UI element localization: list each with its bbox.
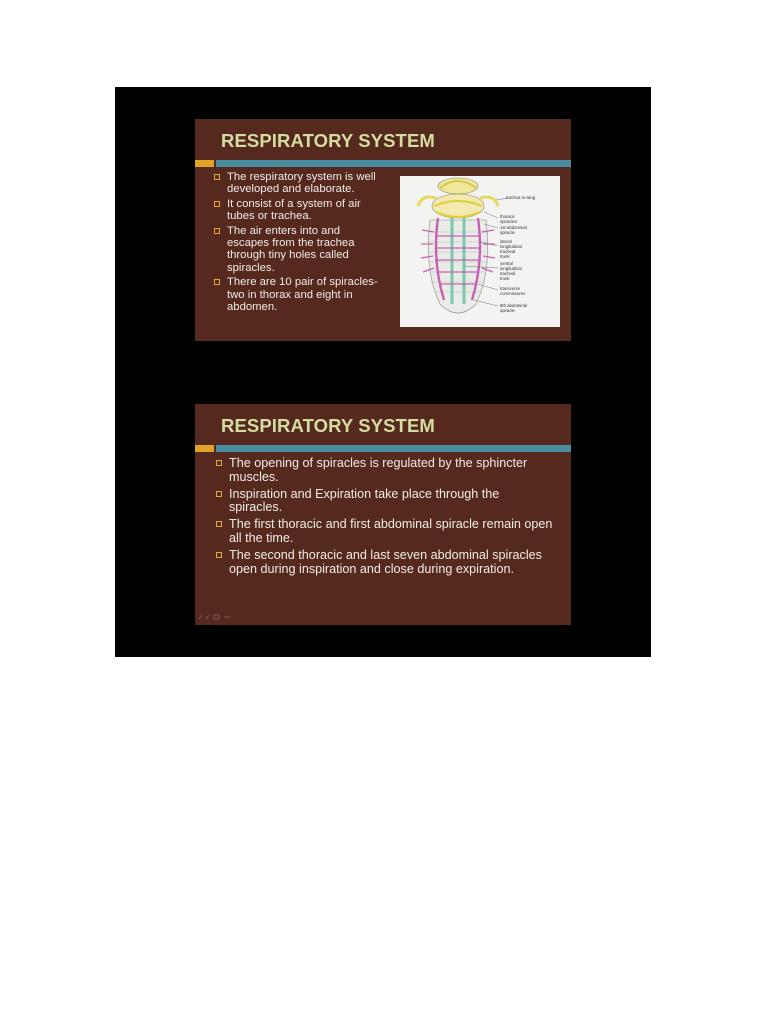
hollow-square-bullet-icon [214, 174, 220, 180]
label-thoracic-spiracles-line2: spiracles [500, 219, 517, 224]
slide-2-bullet-2-text: Inspiration and Expiration take place through the spiracles. [229, 486, 500, 515]
slide-2-bullet-2 [215, 488, 555, 516]
slide-2 [195, 404, 571, 625]
hollow-square-bullet-icon [216, 552, 222, 558]
slide-1-bullet-list [213, 171, 383, 315]
slide-2-title: RESPIRATORY SYSTEM [221, 415, 435, 436]
label-transverse-line1: transverse [500, 286, 521, 291]
insect-tracheal-system-diagram [400, 176, 560, 327]
slide-2-bullet-3-text: The first thoracic and first abdominal spiracle remain open all the time. [229, 517, 553, 545]
slide-2-bullet-4-text: The second thoracic and last seven abdominal spiracles open during inspiration and close during expiration. [229, 547, 542, 576]
label-lateral-line1: lateral [500, 239, 512, 244]
label-eighth-abdominal-line2: spiracle [500, 308, 515, 313]
slide-1-teal-accent-bar [216, 160, 571, 167]
label-ventral-line4: trunk [500, 276, 510, 281]
hollow-square-bullet-icon [216, 460, 222, 466]
slide-1-bullet-1 [213, 171, 383, 196]
tracheal-system-illustration [400, 176, 560, 327]
hollow-square-bullet-icon [216, 491, 222, 497]
slide-1-bullet-4-text: There are 10 pair of spiracles- two in thorax and eight in abdomen. [227, 276, 378, 314]
slide-2-orange-accent-bar [195, 445, 214, 452]
label-transverse-line2: commissures [500, 291, 526, 296]
label-first-abdominal-line2: spiracle [500, 230, 515, 235]
slide-2-bullet-list [215, 457, 555, 579]
label-lateral-line3: tracheal [500, 249, 516, 254]
label-thoracic-spiracles-line1: thoracic [500, 214, 516, 219]
hollow-square-bullet-icon [216, 521, 222, 527]
label-ventral-line3: tracheal [500, 271, 516, 276]
hollow-square-bullet-icon [214, 201, 220, 207]
slide-1-orange-accent-bar [195, 160, 214, 167]
slide-2-teal-accent-bar [216, 445, 571, 452]
slide-2-bullet-1 [215, 457, 555, 485]
slide-1-bullet-4 [213, 276, 383, 313]
slide-1-title: RESPIRATORY SYSTEM [221, 130, 435, 151]
slide-1-bullet-3-text: The air enters into and escapes from the trachea through tiny holes called spiracles. [227, 224, 355, 274]
hollow-square-bullet-icon [214, 228, 220, 234]
slide-1-bullet-2 [213, 198, 383, 223]
slide-controls-icon [198, 614, 238, 620]
slide-1-bullet-2-text: It consist of a system of air tubes or trachea. [227, 197, 361, 223]
label-lateral-line2: longitudinal [500, 244, 522, 249]
hollow-square-bullet-icon [214, 279, 220, 285]
label-ventral-line1: ventral [500, 261, 513, 266]
label-first-abdominal-line1: 1st abdominal [500, 225, 527, 230]
slide-2-bullet-1-text: The opening of spiracles is regulated by the sphincter muscles. [229, 456, 528, 484]
slide-navigation-icon [198, 614, 238, 622]
label-lateral-line4: trunk [500, 254, 510, 259]
slide-2-bullet-3 [215, 518, 555, 546]
slide-1-bullet-1-text: The respiratory system is well developed and elaborate. [227, 171, 376, 196]
black-page-background [115, 87, 651, 657]
label-eighth-abdominal-line1: 8th abdominal [500, 303, 527, 308]
slide-1-bullet-3 [213, 225, 383, 275]
slide-1 [195, 119, 571, 341]
slide-2-bullet-4 [215, 549, 555, 577]
label-ventral-line2: longitudinal [500, 266, 522, 271]
label-trachea-to-wing: trachea to wing [506, 195, 536, 200]
